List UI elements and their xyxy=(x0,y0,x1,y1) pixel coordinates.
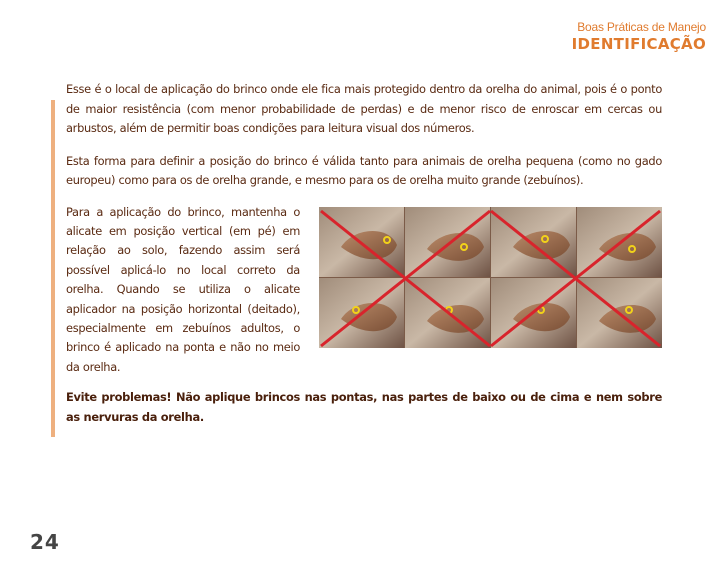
header-title: IDENTIFICAÇÃO xyxy=(571,35,706,53)
text-image-row xyxy=(66,203,662,378)
paragraph-ear-tag-location: Esse é o local de aplicação do brinco onde ele fica mais protegido dentro da orelha do animal, pois é o ponto de maior resistência (com menor probabilidade de perdas) e de menor risco de enroscar em cercas ou arbustos, além de permitir boas condições para leitura visual dos números. xyxy=(66,82,662,135)
ear-tag-photo-grid xyxy=(319,207,662,348)
main-content xyxy=(66,80,662,427)
left-accent-bar xyxy=(51,100,55,437)
ear-tag-positions-image xyxy=(319,207,662,348)
paragraph-ear-size: Esta forma para definir a posição do brinco é válida tanto para animais de orelha pequena (como no gado europeu) como para os de orelha grande, e mesmo para os de orelha muito grande (zebuínos). xyxy=(66,153,662,187)
paragraph-applicator-position: Para a aplicação do brinco, mantenha o alicate em posição vertical (em pé) em relação ao solo, fazendo assim será possível aplicá-lo no local correto da orelha. Quando se utiliza o alicate aplicador na posição horizontal (deitado), especialmente em zebuínos adultos, o brinco é aplicado na ponta e não no meio da orelha. xyxy=(66,204,300,374)
header-subtitle: Boas Práticas de Manejo xyxy=(577,20,706,34)
running-header xyxy=(572,20,706,53)
warning-paragraph: Evite problemas! Não aplique brincos nas pontas, nas partes de baixo ou de cima e nem sobre as nervuras da orelha. xyxy=(66,390,662,424)
page-number: 24 xyxy=(30,530,60,554)
